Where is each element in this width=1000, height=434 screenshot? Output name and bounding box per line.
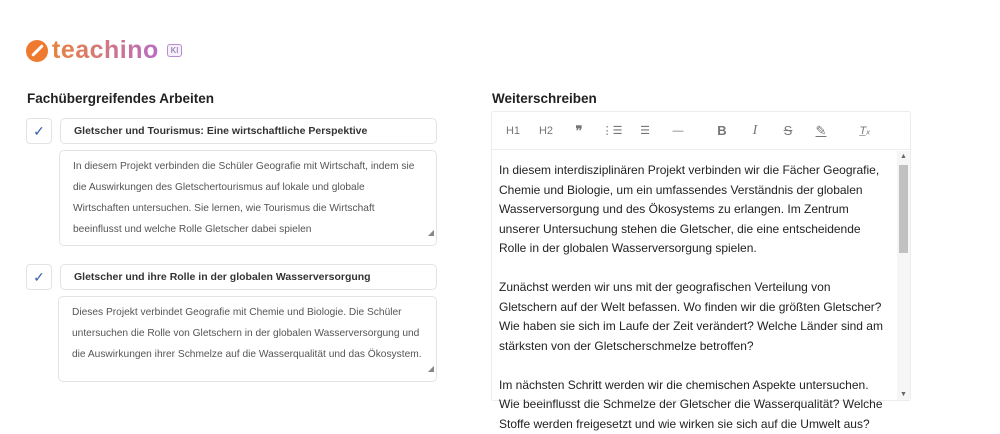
project-title-input[interactable]: Gletscher und Tourismus: Eine wirtschaftliche Perspektive: [60, 118, 437, 144]
section-heading-crosscurricular: Fachübergreifendes Arbeiten: [27, 91, 214, 106]
resize-handle-icon[interactable]: ◢: [428, 358, 434, 379]
project-checkbox[interactable]: [26, 118, 52, 144]
heading1-button[interactable]: H1: [502, 125, 524, 137]
project-description-textarea[interactable]: [58, 296, 437, 382]
scroll-up-icon[interactable]: ▲: [900, 153, 907, 160]
editor-paragraph: In diesem interdisziplinären Projekt verbinden wir die Fächer Geografie, Chemie und Biologie, um ein umfassendes Verständnis der globalen Wasserversorgung und des Ökosystems zu erlangen. Im Zentrum unserer Untersuchung stehen die Gletscher, die eine entscheidende Rolle in der globalen Wasserversorgung spielen.: [499, 161, 890, 259]
logo-text: teachino: [52, 36, 159, 65]
ordered-list-icon[interactable]: ⋮☰: [601, 124, 623, 137]
project-title-input[interactable]: Gletscher und ihre Rolle in der globalen Wasserversorgung: [60, 264, 437, 290]
blockquote-icon[interactable]: ❞: [568, 123, 590, 139]
rich-text-editor: [491, 111, 911, 401]
project-description-text: In diesem Projekt verbinden die Schüler Geografie mit Wirtschaft, indem sie die Auswirkungen des Gletschertourismus auf lokale und globale Wirtschaften untersuchen. Sie lernen, wie Tourismus die Wirtschaft beeinflusst und welche Rolle Gletscher dabei spielen: [73, 161, 414, 235]
project-checkbox[interactable]: [26, 264, 52, 290]
teachino-logo: [26, 36, 182, 65]
editor-paragraph: Im nächsten Schritt werden wir die chemischen Aspekte untersuchen. Wie beeinflusst die Schmelze der Gletscher die Wasserqualität? Welche Stoffe werden freigesetzt und wie wirken sie sich auf die Umwelt aus?: [499, 376, 890, 434]
editor-toolbar: [492, 112, 910, 150]
scroll-down-icon[interactable]: ▼: [900, 391, 907, 398]
bullet-list-icon[interactable]: ☰: [634, 124, 656, 137]
highlight-icon[interactable]: ✎: [810, 123, 832, 139]
project-description-textarea[interactable]: [59, 150, 437, 246]
italic-icon[interactable]: I: [744, 123, 766, 139]
checkmark-icon: ✓: [33, 269, 45, 286]
editor-scrollbar[interactable]: [897, 151, 910, 400]
heading2-button[interactable]: H2: [535, 125, 557, 137]
editor-content[interactable]: [492, 151, 897, 400]
checkmark-icon: ✓: [33, 123, 45, 140]
editor-paragraph: Zunächst werden wir uns mit der geografischen Verteilung von Gletschern auf der Welt befassen. Wo finden wir die größten Gletscher? Wie haben sie sich im Laufe der Zeit verändert? Welche Länder sind am stärksten von der Gletscherschmelze betroffen?: [499, 278, 890, 356]
horizontal-rule-icon[interactable]: —: [667, 125, 689, 137]
logo-leaf-icon: [26, 40, 48, 62]
project-description-text: Dieses Projekt verbindet Geografie mit Chemie und Biologie. Die Schüler untersuchen die Rolle von Gletschern in der globalen Wasserversorgung und die Auswirkungen ihrer Schmelze auf die Wasserqualität und das Ökosystem.: [72, 307, 422, 360]
resize-handle-icon[interactable]: ◢: [428, 222, 434, 243]
clear-format-icon[interactable]: T̲ₓ: [854, 125, 876, 137]
bold-icon[interactable]: B: [711, 123, 733, 138]
scrollbar-thumb[interactable]: [899, 165, 908, 253]
ki-badge: KI: [167, 44, 183, 57]
section-heading-continue-writing: Weiterschreiben: [492, 91, 597, 106]
strikethrough-icon[interactable]: S: [777, 123, 799, 138]
